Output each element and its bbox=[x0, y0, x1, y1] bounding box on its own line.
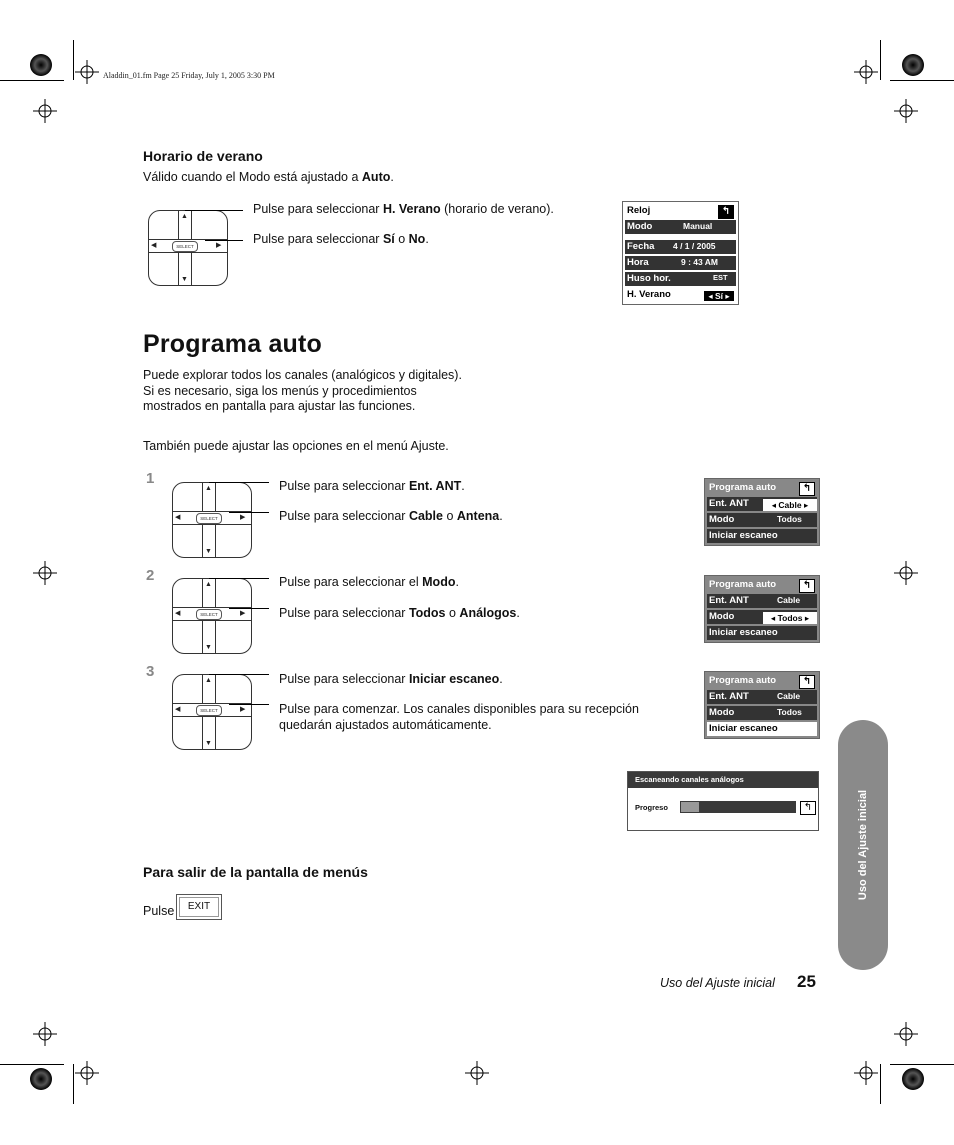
menu-label: Iniciar escaneo bbox=[709, 530, 778, 541]
menu-label: Fecha bbox=[627, 241, 655, 252]
up-arrow-icon: ▲ bbox=[205, 485, 212, 492]
horario-instruction-2: Pulse para seleccionar Sí o No. bbox=[253, 232, 429, 246]
ent-ant-selector[interactable] bbox=[763, 499, 817, 511]
menu-label: H. Verano bbox=[627, 289, 671, 300]
crosshair-icon bbox=[75, 1061, 99, 1085]
page-title: Programa auto bbox=[143, 330, 323, 358]
menu-value: 9 : 43 AM bbox=[681, 257, 719, 267]
leader-line bbox=[209, 578, 269, 579]
menu-row-verano[interactable] bbox=[625, 288, 736, 302]
menu-label: Ent. ANT bbox=[709, 691, 749, 702]
section-side-tab bbox=[838, 720, 888, 970]
crosshair-icon bbox=[894, 1022, 918, 1046]
menu-label: Hora bbox=[627, 257, 649, 268]
crosshair-icon bbox=[894, 99, 918, 123]
arrow-right-icon: ▸ bbox=[803, 500, 809, 510]
scan-progress-dialog bbox=[627, 771, 819, 831]
menu-value: Cable bbox=[777, 595, 801, 605]
menu-row-iniciar[interactable] bbox=[707, 529, 817, 543]
dpad-remote-icon bbox=[172, 674, 272, 750]
arrow-left-icon: ◂ bbox=[771, 500, 777, 510]
menu-title: Reloj bbox=[627, 205, 651, 216]
down-arrow-icon: ▼ bbox=[205, 644, 212, 651]
modo-selector[interactable] bbox=[763, 612, 817, 624]
select-button: SELECT bbox=[196, 705, 222, 716]
verano-selector[interactable] bbox=[703, 290, 735, 302]
menu-label: Ent. ANT bbox=[709, 595, 749, 606]
menu-title-row bbox=[707, 674, 817, 688]
progress-bar bbox=[680, 801, 796, 813]
menu-row-modo[interactable] bbox=[625, 220, 736, 234]
leader-line bbox=[229, 704, 269, 705]
down-arrow-icon: ▼ bbox=[205, 740, 212, 747]
dpad-remote-icon bbox=[172, 578, 272, 654]
leader-line bbox=[209, 674, 269, 675]
down-arrow-icon: ▼ bbox=[181, 276, 188, 283]
step-3-instruction-b: Pulse para comenzar. Los canales disponibles para su recepción quedarán ajustados automáticamente. bbox=[279, 702, 639, 732]
footer-section: Uso del Ajuste inicial bbox=[660, 976, 775, 990]
page-number: 25 bbox=[797, 972, 816, 991]
menu-row-hora[interactable] bbox=[625, 256, 736, 270]
up-arrow-icon: ▲ bbox=[181, 213, 188, 220]
pulse-label: Pulse bbox=[143, 904, 175, 918]
step-2-instruction-b: Pulse para seleccionar Todos o Análogos. bbox=[279, 606, 520, 620]
menu-title: Programa auto bbox=[709, 675, 777, 686]
crosshair-icon bbox=[33, 561, 57, 585]
right-arrow-icon: ▶ bbox=[216, 242, 222, 249]
left-arrow-icon: ◀ bbox=[175, 706, 181, 713]
file-info-header: Aladdin_01.fm Page 25 Friday, July 1, 2005 3:30 PM bbox=[103, 71, 275, 80]
step-2-instruction-a: Pulse para seleccionar el Modo. bbox=[279, 575, 459, 589]
menu-title-row bbox=[707, 481, 817, 495]
scan-dialog-title: Escaneando canales análogos bbox=[628, 772, 818, 788]
up-arrow-icon: ▲ bbox=[205, 581, 212, 588]
menu-label: Modo bbox=[627, 221, 653, 232]
down-arrow-icon: ▼ bbox=[205, 548, 212, 555]
right-arrow-icon: ▶ bbox=[240, 514, 246, 521]
progress-bar-fill bbox=[681, 802, 699, 812]
menu-row-ent-ant[interactable] bbox=[707, 497, 817, 511]
menu-label: Iniciar escaneo bbox=[709, 723, 778, 734]
exit-button[interactable]: EXIT bbox=[176, 894, 222, 920]
left-arrow-icon: ◀ bbox=[175, 514, 181, 521]
modo-value: Todos bbox=[777, 613, 803, 623]
back-icon[interactable]: ↰ bbox=[799, 675, 815, 689]
crosshair-icon bbox=[854, 1061, 878, 1085]
arrow-left-icon: ◂ bbox=[770, 613, 776, 623]
menu-row-ent-ant[interactable] bbox=[707, 594, 817, 608]
step-number: 2 bbox=[146, 567, 155, 584]
leader-line bbox=[229, 512, 269, 513]
step-number: 3 bbox=[146, 663, 155, 680]
dpad-remote-icon bbox=[172, 482, 272, 558]
crosshair-icon bbox=[854, 60, 878, 84]
menu-row-fecha[interactable] bbox=[625, 240, 736, 254]
progress-label: Progreso bbox=[635, 803, 668, 812]
section-title-salir: Para salir de la pantalla de menús bbox=[143, 864, 368, 880]
menu-title-row bbox=[707, 578, 817, 592]
select-button: SELECT bbox=[196, 609, 222, 620]
menu-value: Manual bbox=[683, 221, 713, 231]
menu-label: Modo bbox=[709, 611, 735, 622]
arrow-left-icon: ◂ bbox=[708, 291, 713, 301]
menu-value: EST bbox=[713, 273, 728, 282]
select-button: SELECT bbox=[196, 513, 222, 524]
programa-paragraph-2: También puede ajustar las opciones en el menú Ajuste. bbox=[143, 439, 449, 453]
back-icon[interactable]: ↰ bbox=[799, 579, 815, 593]
section-title-horario: Horario de verano bbox=[143, 148, 263, 164]
menu-label: Modo bbox=[709, 514, 735, 525]
menu-label: Iniciar escaneo bbox=[709, 627, 778, 638]
menu-value: Cable bbox=[777, 691, 801, 701]
horario-intro: Válido cuando el Modo está ajustado a Auto. bbox=[143, 170, 394, 184]
right-arrow-icon: ▶ bbox=[240, 706, 246, 713]
step-3-instruction-a: Pulse para seleccionar Iniciar escaneo. bbox=[279, 672, 503, 686]
arrow-right-icon: ▸ bbox=[804, 613, 810, 623]
menu-row-modo[interactable] bbox=[707, 513, 817, 527]
menu-row-iniciar[interactable] bbox=[707, 626, 817, 640]
crosshair-icon bbox=[33, 1022, 57, 1046]
crosshair-icon bbox=[465, 1061, 489, 1085]
programa-auto-menu-step3 bbox=[704, 671, 820, 739]
up-arrow-icon: ▲ bbox=[205, 677, 212, 684]
menu-row-huso[interactable] bbox=[625, 272, 736, 286]
left-arrow-icon: ◀ bbox=[175, 610, 181, 617]
crosshair-icon bbox=[33, 99, 57, 123]
menu-value: Todos bbox=[777, 514, 802, 524]
menu-row-modo[interactable] bbox=[707, 610, 817, 624]
leader-line bbox=[209, 482, 269, 483]
menu-title: Programa auto bbox=[709, 579, 777, 590]
step-1-instruction-a: Pulse para seleccionar Ent. ANT. bbox=[279, 479, 465, 493]
right-arrow-icon: ▶ bbox=[240, 610, 246, 617]
crosshair-icon bbox=[894, 561, 918, 585]
leader-line bbox=[229, 608, 269, 609]
menu-value: 4 / 1 / 2005 bbox=[673, 241, 716, 251]
arrow-right-icon: ▸ bbox=[725, 291, 730, 301]
left-arrow-icon: ◀ bbox=[151, 242, 157, 249]
select-button: SELECT bbox=[172, 241, 198, 252]
menu-value: Todos bbox=[777, 707, 802, 717]
programa-paragraph-1: Puede explorar todos los canales (analógicos y digitales). Si es necesario, siga los menús y procedimientos mostrados en pantalla para ajustar las funciones. bbox=[143, 368, 462, 413]
leader-line bbox=[185, 210, 243, 211]
verano-value: Sí bbox=[714, 291, 724, 301]
menu-title-row bbox=[625, 204, 736, 218]
menu-label: Ent. ANT bbox=[709, 498, 749, 509]
reloj-menu bbox=[622, 201, 739, 305]
leader-line bbox=[205, 240, 243, 241]
back-icon[interactable]: ↰ bbox=[800, 801, 816, 815]
side-tab-label: Uso del Ajuste inicial bbox=[857, 789, 869, 901]
programa-auto-menu-step2 bbox=[704, 575, 820, 643]
dpad-remote-icon bbox=[148, 210, 248, 286]
horario-instruction-1: Pulse para seleccionar H. Verano (horario de verano). bbox=[253, 202, 554, 216]
ent-ant-value: Cable bbox=[778, 500, 802, 510]
back-icon[interactable]: ↰ bbox=[718, 205, 734, 219]
menu-row-ent-ant[interactable] bbox=[707, 690, 817, 704]
step-1-instruction-b: Pulse para seleccionar Cable o Antena. bbox=[279, 509, 503, 523]
programa-auto-menu-step1 bbox=[704, 478, 820, 546]
menu-label: Modo bbox=[709, 707, 735, 718]
crosshair-icon bbox=[75, 60, 99, 84]
step-number: 1 bbox=[146, 470, 155, 487]
menu-title: Programa auto bbox=[709, 482, 777, 493]
back-icon[interactable]: ↰ bbox=[799, 482, 815, 496]
menu-row-modo[interactable] bbox=[707, 706, 817, 720]
menu-row-iniciar[interactable] bbox=[707, 722, 817, 736]
menu-label: Huso hor. bbox=[627, 273, 671, 284]
